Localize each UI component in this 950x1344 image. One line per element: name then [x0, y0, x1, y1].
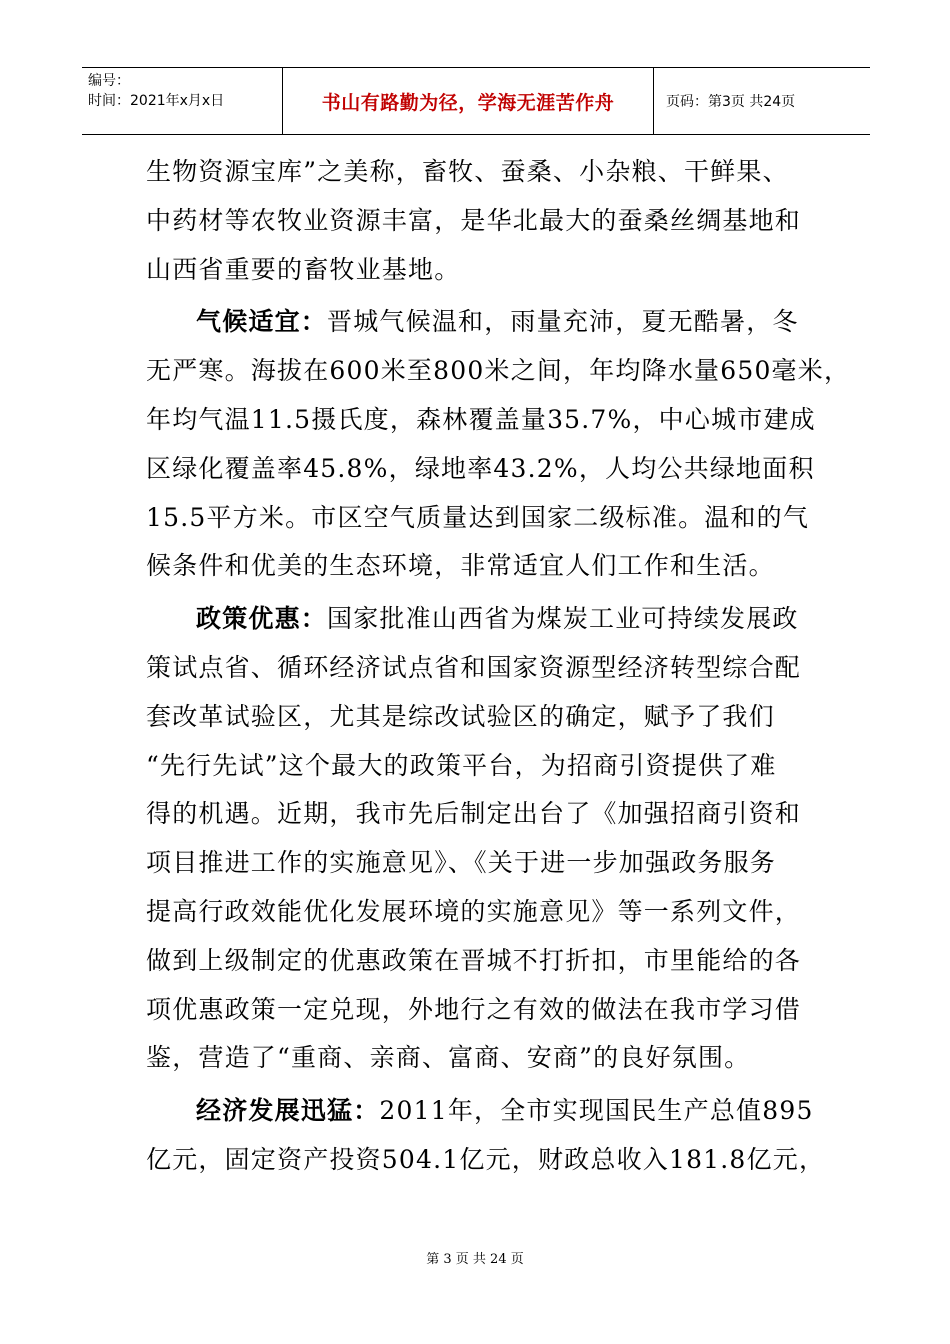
body-line: 候条件和优美的生态环境，非常适宜人们工作和生活。: [146, 551, 775, 581]
document-time-label: 时间：2021年x月x日: [88, 93, 225, 109]
body-line: 亿元，固定资产投资504.1亿元，财政总收入181.8亿元，: [146, 1144, 826, 1174]
document-number-label: 编号：: [88, 73, 130, 89]
body-line: 无严寒。海拔在600米至800米之间，年均降水量650毫米，: [146, 356, 851, 386]
body-line: 区绿化覆盖率45.8%，绿地率43.2%，人均公共绿地面积: [146, 453, 815, 483]
header-meta: [82, 68, 282, 134]
body-line: 套改革试验区，尤其是综改试验区的确定，赋予了我们: [146, 701, 775, 731]
body-line: 生物资源宝库”之美称，畜牧、蚕桑、小杂粮、干鲜果、: [146, 157, 789, 186]
body-line: 鉴，营造了“重商、亲商、富商、安商”的良好氛围。: [146, 1043, 751, 1073]
body-text: 晋城气候温和，雨量充沛，夏无酷暑，冬: [327, 307, 799, 337]
body-line: 年均气温11.5摄氏度，森林覆盖量35.7%，中心城市建成: [146, 404, 816, 434]
body-line: 项优惠政策一定兑现，外地行之有效的做法在我市学习借: [146, 994, 802, 1024]
section-heading-policy: 政策优惠：: [196, 604, 328, 634]
body-text: 国家批准山西省为煤炭工业可持续发展政: [327, 604, 799, 634]
body-text: 2011年，全市实现国民生产总值895: [379, 1096, 814, 1126]
body-line: 项目推进工作的实施意见》、《关于进一步加强政务服务: [146, 848, 777, 878]
section-heading-economy: 经济发展迅猛：: [196, 1096, 380, 1126]
body-line: 做到上级制定的优惠政策在晋城不打折扣，市里能给的各: [146, 945, 802, 975]
body-line: “先行先试”这个最大的政策平台，为招商引资提供了难: [146, 750, 777, 780]
section-heading-climate: 气候适宜：: [196, 307, 328, 337]
body-line: 中药材等农牧业资源丰富，是华北最大的蚕桑丝绸基地和: [146, 205, 802, 235]
header-slogan: 书山有路勤为径，学海无涯苦作舟: [282, 68, 654, 134]
body-line: 得的机遇。近期，我市先后制定出台了《加强招商引资和: [146, 799, 802, 829]
document-body: [146, 148, 851, 1185]
body-line: 提高行政效能优化发展环境的实施意见》等一系列文件，: [146, 896, 802, 926]
body-line: 策试点省、循环经济试点省和国家资源型经济转型综合配: [146, 652, 802, 682]
page-header: [82, 67, 870, 135]
header-page-info: 页码：第3页 共24页: [666, 94, 796, 110]
paragraph-economy-first-line: [146, 1087, 816, 1136]
body-line: 山西省重要的畜牧业基地。: [146, 254, 461, 284]
body-line: 15.5平方米。市区空气质量达到国家二级标准。温和的气: [146, 502, 810, 532]
paragraph-policy-first-line: [146, 595, 816, 644]
paragraph-climate-first-line: [146, 298, 816, 347]
page-footer: 第 3 页 共 24 页: [426, 1252, 524, 1267]
